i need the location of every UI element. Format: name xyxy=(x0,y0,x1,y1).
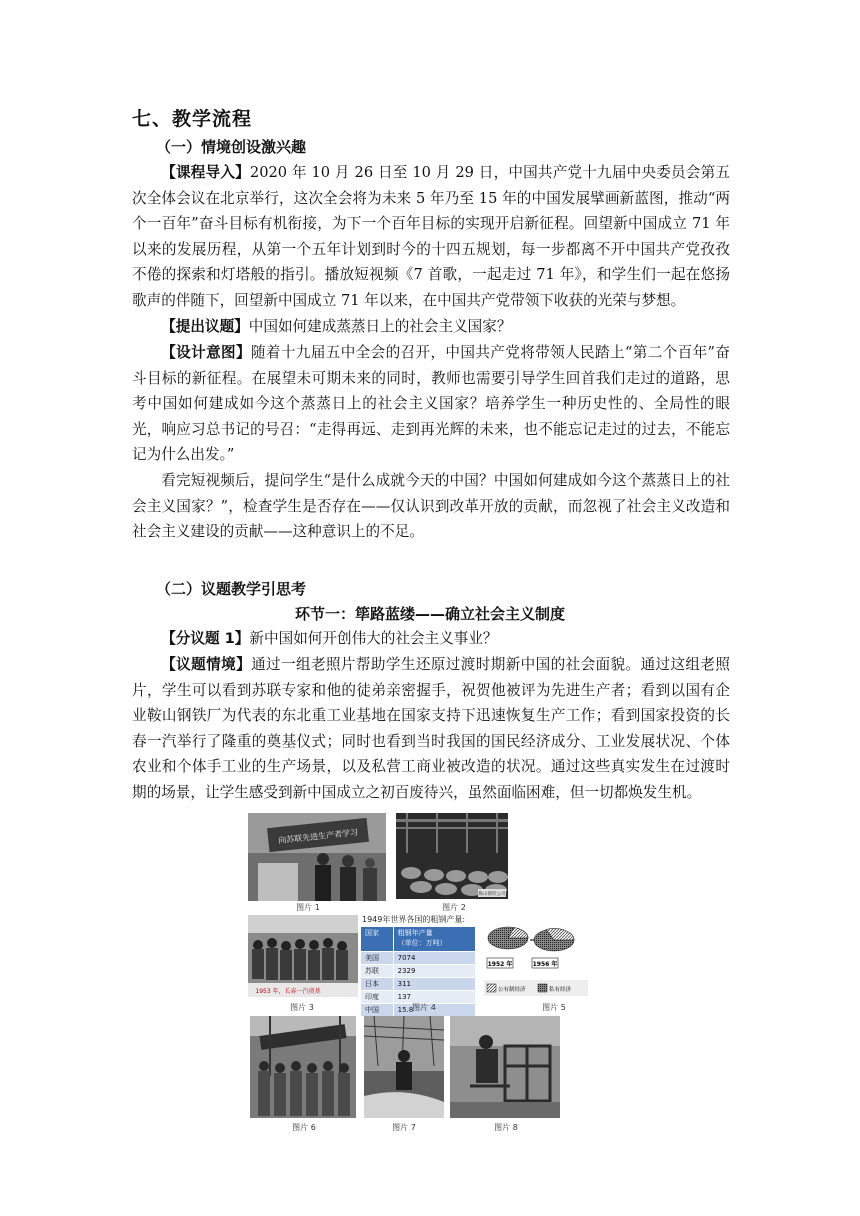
caption-photo-7: 图片 7 xyxy=(392,1123,416,1132)
section-title: 七、教学流程 xyxy=(132,108,253,130)
table-cell: 137 xyxy=(393,991,475,1004)
caption-photo-5: 图片 5 xyxy=(542,1003,566,1012)
photo-1-banner-text: 向苏联先进生产者学习 xyxy=(277,827,359,846)
text-sub-topic-1: 新中国如何开创伟大的社会主义事业？ xyxy=(249,630,498,647)
text-after-video: 看完短视频后，提问学生“是什么成就今天的中国？中国如何建成如今这个蒸蒸日上的社会主义国家？”，检查学生是否存在——仅认识到改革开放的贡献，而忽视了社会主义改造和社会主义建设的贡献——这种意识上的不足。 xyxy=(132,472,730,541)
tag-topic-context: 【议题情境】 xyxy=(161,656,252,673)
table-row xyxy=(361,978,476,991)
text-topic: 中国如何建成蒸蒸日上的社会主义国家？ xyxy=(248,318,512,335)
tag-course-intro: 【课程导入】 xyxy=(161,164,250,181)
caption-photo-3: 图片 3 xyxy=(290,1003,314,1012)
paragraph-course-intro xyxy=(132,160,730,314)
table-cell: 中国 xyxy=(361,1004,394,1017)
tag-topic: 【提出议题】 xyxy=(161,318,249,335)
photo-2-label: 鞍山钢铁公司 xyxy=(478,892,506,897)
pie-label-1956: 1956 年 xyxy=(532,961,558,968)
tag-sub-topic-1: 【分议题 1】 xyxy=(161,630,250,647)
legend-private: 私有经济 xyxy=(549,987,572,993)
paragraph-topic xyxy=(132,314,730,340)
table-cell: 15.8 xyxy=(393,1004,475,1017)
link-title-1: 环节一：筚路蓝缕——确立社会主义制度 xyxy=(294,605,565,623)
paragraph-after-video xyxy=(132,468,730,545)
paragraph-design-intent xyxy=(132,340,730,468)
legend-public: 公有制经济 xyxy=(498,987,526,993)
table-row xyxy=(361,952,476,965)
pie-label-1952: 1952 年 xyxy=(487,961,513,968)
photo-3-ceremony xyxy=(248,915,358,997)
table-cell: 日本 xyxy=(361,978,394,991)
photo-2-factory xyxy=(396,813,508,899)
table-cell: 苏联 xyxy=(361,965,394,978)
table-row xyxy=(361,965,476,978)
subsection-title-2: （二）议题教学引思考 xyxy=(156,580,307,598)
paragraph-sub-topic-1 xyxy=(132,626,730,652)
table-cell: 2329 xyxy=(393,965,475,978)
table-header-country: 国家 xyxy=(361,927,394,952)
photo-7-farming xyxy=(364,1016,444,1118)
table-title: 1949年世界各国的粗钢产量: xyxy=(362,915,466,924)
text-design-intent: 随着十九届五中全会的召开，中国共产党将带领人民踏上“第二个百年”奋斗目标的新征程。在展望未可期未来的同时，教师也需要引导学生回首我们走过的道路，思考中国如何建成如今这个蒸蒸日上的社会主义国家？培养学生一种历史性的、全局性的眼光，响应习总书记的号召：“走得再远、走到再光辉的未来，也不能忘记走过的过去，不能忘记为什么出发。” xyxy=(132,344,730,464)
text-course-intro: 2020 年 10 月 26 日至 10 月 29 日，中国共产党十九届中央委员会第五次全体会议在北京举行，这次全会将为未来 5 年乃至 15 年的中国发展擘画新蓝图，推动“两个一百年”奋斗目标有机衔接，为下一个百年目标的实现开启新征程。回望新中国成立 71 年以来的发展历程，从第一个五年计划到时今的十四五规划，每一步都离不开中国共产党孜孜不倦的探索和灯塔般的指引。播放短视频《7 首歌，一起走过 71 年》，和学生们一起在悠扬歌声的伴随下，回望新中国成立 71 年以来，在中国共产党带领下收获的光荣与梦想。 xyxy=(132,164,730,309)
photo-collage xyxy=(248,810,588,1136)
table-header-output: 粗钢年产量 （单位：万吨） xyxy=(393,927,475,952)
photo-3-label: 1953 年，长春一汽奠基 xyxy=(255,988,321,995)
table-cell: 美国 xyxy=(361,952,394,965)
caption-photo-1: 图片 1 xyxy=(296,903,320,912)
paragraph-topic-context xyxy=(132,652,730,806)
caption-photo-2: 图片 2 xyxy=(442,903,466,912)
tag-design-intent: 【设计意图】 xyxy=(161,344,251,361)
table-cell: 7074 xyxy=(393,952,475,965)
caption-photo-8: 图片 8 xyxy=(494,1123,518,1132)
table-header-row xyxy=(361,927,476,952)
table-cell: 311 xyxy=(393,978,475,991)
caption-photo-6: 图片 6 xyxy=(292,1123,316,1132)
photo-8-weaving xyxy=(450,1016,560,1118)
caption-photo-4: 图片 4 xyxy=(412,1003,436,1012)
photo-5-pie-charts xyxy=(484,920,588,1002)
subsection-title-1: （一）情境创设激兴趣 xyxy=(156,138,307,156)
text-topic-context: 通过一组老照片帮助学生还原过渡时期新中国的社会面貌。通过这组老照片，学生可以看到苏联专家和他的徒弟亲密握手，祝贺他被评为先进生产者；看到以国有企业鞍山钢铁厂为代表的东北重工业基地在国家支持下迅速恢复生产工作；看到国家投资的长春一汽举行了隆重的奠基仪式；同时也看到当时我国的国民经济成分、工业发展状况、个体农业和个体手工业的生产场景，以及私营工商业被改造的状况。通过这些真实发生在过渡时期的场景，让学生感受到新中国成立之初百废待兴，虽然面临困难，但一切都焕发生机。 xyxy=(132,656,730,801)
photo-1-handshake xyxy=(248,813,386,901)
photo-6-parade xyxy=(250,1016,356,1118)
table-cell: 印度 xyxy=(361,991,394,1004)
